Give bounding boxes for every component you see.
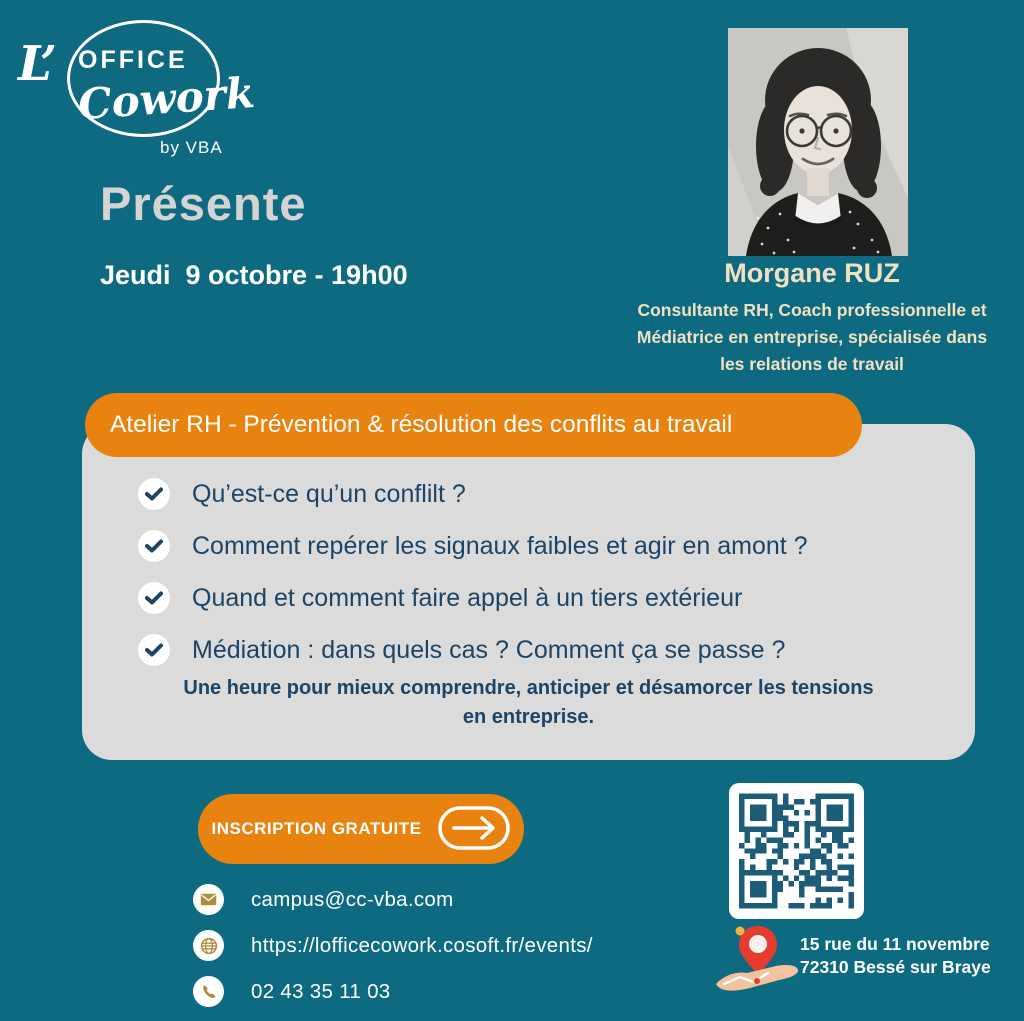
- list-item: [138, 478, 808, 510]
- venue-address: [800, 933, 991, 979]
- workshop-title: Atelier RH - Prévention & résolution des conflits au travail: [110, 411, 733, 438]
- venue-address-line1: 15 rue du 11 novembre: [800, 934, 990, 954]
- location-pin-hand-icon: [710, 922, 802, 1004]
- summary-line: Une heure pour mieux comprendre, anticiper et désamorcer les tensions: [183, 677, 874, 699]
- speaker-photo: [728, 28, 908, 256]
- phone-icon: [193, 976, 224, 1007]
- list-item: [138, 634, 808, 666]
- globe-icon: [193, 930, 224, 961]
- workshop-checklist: [138, 478, 808, 666]
- contact-phone-row: [193, 976, 390, 1007]
- speaker-bio-line: Médiatrice en entreprise, spécialisée dans: [636, 327, 988, 347]
- list-item-label: Quand et comment faire appel à un tiers extérieur: [192, 583, 743, 612]
- checkmark-icon: [138, 582, 170, 614]
- checkmark-icon: [138, 478, 170, 510]
- contact-email-row: [193, 884, 454, 915]
- contact-website-row: [193, 930, 593, 961]
- speaker-bio-line: les relations de travail: [720, 354, 904, 374]
- workshop-card: [82, 424, 975, 760]
- contact-phone[interactable]: 02 43 35 11 03: [251, 979, 391, 1003]
- registration-button[interactable]: [198, 794, 524, 864]
- qr-code: [729, 783, 864, 919]
- envelope-icon: [193, 884, 224, 915]
- logo-office-text: OFFICE: [78, 46, 188, 74]
- logo-l: L’: [18, 36, 57, 92]
- checkmark-icon: [138, 634, 170, 666]
- event-date: Jeudi 9 octobre - 19h00: [100, 260, 408, 290]
- list-item: [138, 530, 808, 562]
- list-item-label: Comment repérer les signaux faibles et agir en amont ?: [192, 531, 808, 560]
- list-item-label: Qu’est-ce qu’un conflilt ?: [192, 479, 466, 508]
- speaker-bio: [622, 297, 1002, 378]
- speaker-name: Morgane RUZ: [724, 258, 900, 288]
- logo-cowork-text: Cowork: [76, 67, 257, 130]
- office-cowork-logo: [18, 14, 258, 174]
- summary-line: en entreprise.: [462, 706, 595, 728]
- logo-byline: by VBA: [160, 138, 223, 157]
- list-item-label: Médiation : dans quels cas ? Comment ça se passe ?: [192, 635, 786, 664]
- venue-address-line2: 72310 Bessé sur Braye: [800, 957, 991, 977]
- workshop-summary: [82, 674, 975, 732]
- contact-email[interactable]: campus@cc-vba.com: [251, 887, 454, 911]
- list-item: [138, 582, 808, 614]
- contact-website[interactable]: https://lofficecowork.cosoft.fr/events/: [251, 933, 593, 957]
- speaker-bio-line: Consultante RH, Coach professionnelle et: [637, 300, 987, 320]
- arrow-right-icon: [438, 806, 510, 853]
- registration-button-label: INSCRIPTION GRATUITE: [211, 819, 422, 838]
- checkmark-icon: [138, 530, 170, 562]
- workshop-title-banner: [85, 393, 862, 457]
- presents-title: Présente: [100, 177, 307, 230]
